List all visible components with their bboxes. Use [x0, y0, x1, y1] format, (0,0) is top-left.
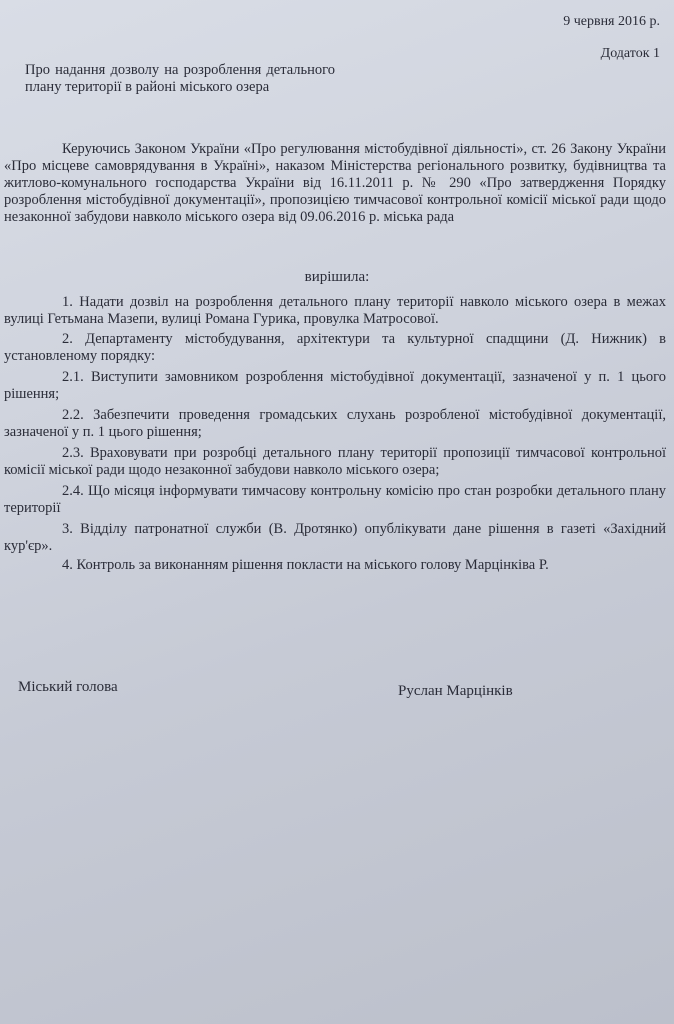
signature-name: Руслан Марцінків — [398, 683, 513, 699]
decision-items — [4, 294, 666, 574]
preamble-text: Керуючись Законом України «Про регулювання містобудівної діяльності», ст. 26 Закону України «Про місцеве самоврядування в Україні», наказом Міністерства регіонального розвитку, будівництва та житлово-комунального господарства України від 16.11.2011 р. № 290 «Про затвердження Порядку розроблення містобудівної документації», пропозицією тимчасової контрольної комісії міської ради щодо незаконної забудови навколо міського озера від 09.06.2016 р. міська рада — [4, 141, 666, 225]
decision-item-2-1: 2.1. Виступити замовником розроблення містобудівної документації, зазначеної у п. 1 цього рішення; — [4, 369, 666, 402]
decision-item-2-2: 2.2. Забезпечити проведення громадських слухань розробленої містобудівної документації, зазначеної у п. 1 цього рішення; — [4, 407, 666, 440]
decision-item-3: 3. Відділу патронатної служби (В. Дротянко) опублікувати дане рішення в газеті «Західний кур'єр». — [4, 521, 666, 554]
preamble — [4, 141, 666, 226]
decision-item-2-3: 2.3. Враховувати при розробці детального плану території пропозиції тимчасової контрольної комісії міської ради щодо незаконної забудови навколо міського озера; — [4, 445, 666, 478]
decision-item-4: 4. Контроль за виконанням рішення покласти на міського голову Марцінківа Р. — [62, 557, 549, 573]
document-date: 9 червня 2016 р. — [563, 14, 660, 29]
decision-item-1: 1. Надати дозвіл на розроблення детального плану території навколо міського озера в межах вулиці Гетьмана Мазепи, вулиці Романа Гурика, провулка Матросової. — [4, 294, 666, 327]
decision-item-2: 2. Департаменту містобудування, архітектури та культурної спадщини (Д. Нижник) в установленому порядку: — [4, 331, 666, 364]
decided-heading: вирішила: — [304, 269, 370, 285]
decision-item-2-4: 2.4. Що місяця інформувати тимчасову контрольну комісію про стан розробки детального плану території — [4, 483, 666, 516]
appendix-label: Додаток 1 — [600, 46, 660, 61]
document-title: Про надання дозволу на розроблення детального плану території в районі міського озера — [25, 62, 335, 95]
signature-position: Міський голова — [18, 679, 118, 695]
